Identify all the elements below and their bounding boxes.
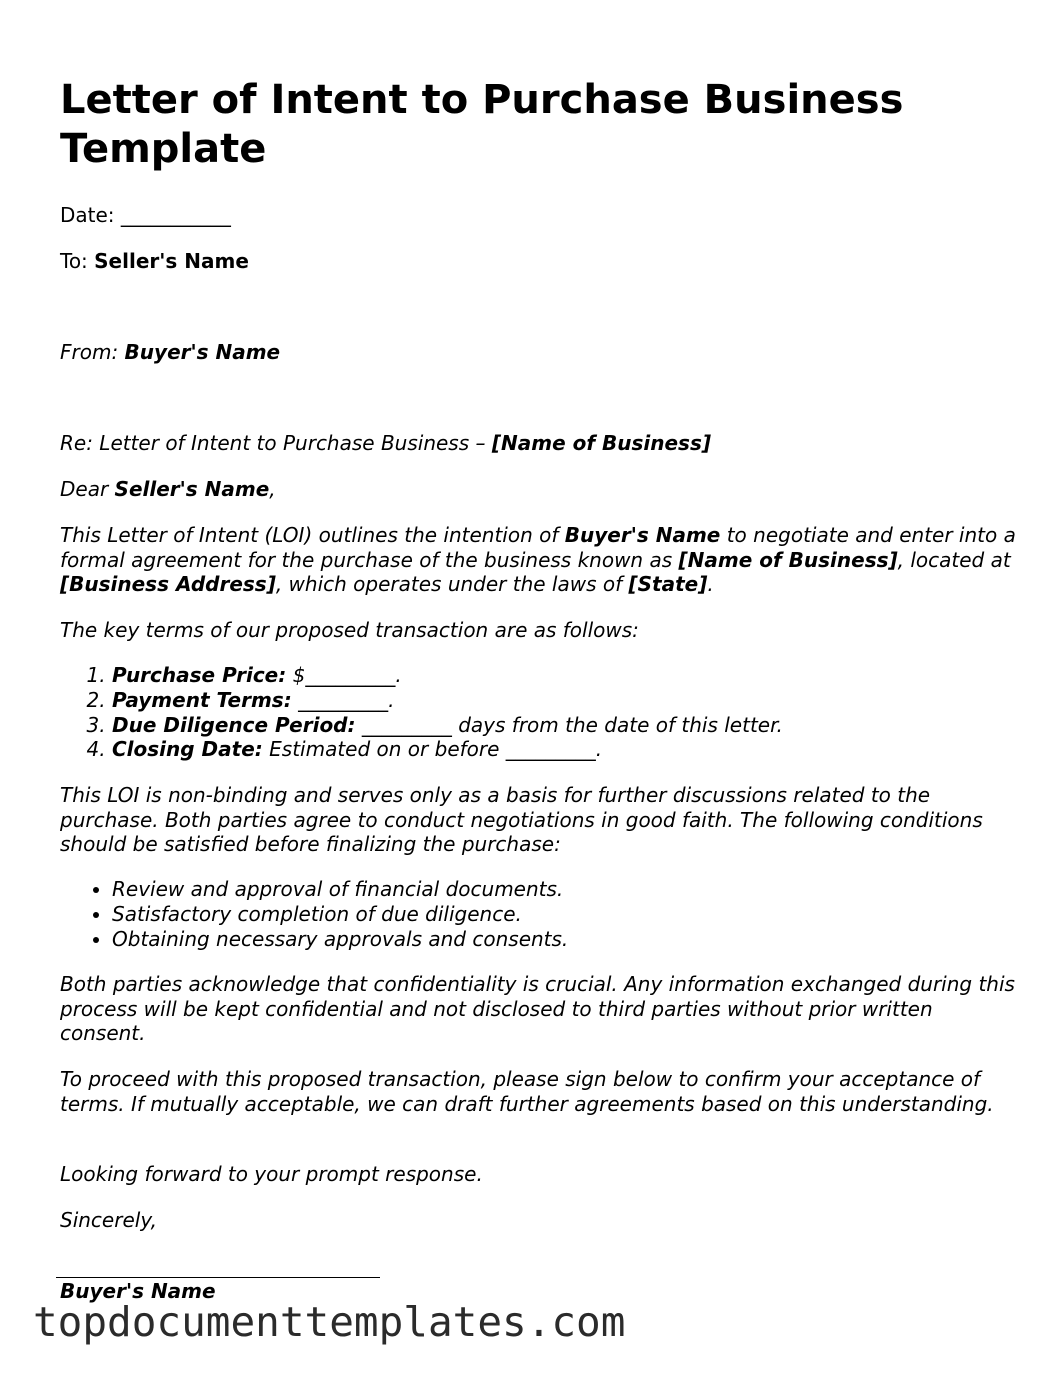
buyer-name: Buyer's Name (124, 340, 281, 364)
salutation-name: Seller's Name (114, 477, 270, 501)
terms-intro: The key terms of our proposed transaction are as follows: (60, 618, 639, 642)
salutation-comma: , (269, 477, 276, 501)
document-title: Letter of Intent to Purchase Business Template (60, 77, 904, 172)
confidentiality-paragraph: Both parties acknowledge that confidentiality is crucial. Any information exchanged during this process will be kept confidential and not disclosed to third parties without prior written consent. (60, 972, 1015, 1045)
term-value: _________ days from the date of this letter. (361, 712, 783, 737)
intro-text-2: to negotiate and enter into a formal agreement for the purchase of the business known as (60, 523, 1016, 572)
proceed-paragraph: To proceed with this proposed transaction, please sign below to confirm your acceptance of terms. If mutually acceptable, we can draft further agreements based on this understanding. (60, 1067, 994, 1116)
term-item (112, 737, 783, 762)
term-label: Closing Date: (112, 737, 263, 762)
intro-text-3: , located at (897, 547, 1011, 572)
salutation (60, 477, 276, 502)
intro-buyer: Buyer's Name (564, 523, 721, 547)
term-label: Due Diligence Period: (112, 712, 356, 737)
nonbinding-paragraph: This LOI is non-binding and serves only as a basis for further discussions related to the purchase. Both parties agree to conduct negotiations in good faith. The following conditions should be satisfied before finalizing the purchase: (60, 783, 983, 856)
sign-off: Sincerely, (60, 1208, 157, 1232)
condition-item: • Satisfactory completion of due diligence. (112, 902, 568, 927)
to-line (60, 249, 249, 274)
term-item (112, 713, 783, 738)
re-business-name: [Name of Business] (491, 431, 711, 455)
intro-business: [Name of Business] (678, 547, 898, 572)
re-line (60, 431, 711, 456)
date-line (60, 203, 231, 228)
seller-name: Seller's Name (94, 249, 249, 273)
term-item (112, 688, 783, 713)
intro-address: [Business Address] (60, 572, 276, 596)
intro-text-1: This Letter of Intent (LOI) outlines the intention of (60, 523, 559, 547)
closing-remark: Looking forward to your prompt response. (60, 1162, 483, 1186)
terms-list (60, 663, 783, 762)
signature-name: Buyer's Name (60, 1279, 216, 1303)
intro-text-5: . (707, 572, 714, 596)
term-value: Estimated on or before _________. (269, 737, 603, 762)
salutation-prefix: Dear (60, 477, 109, 501)
from-label: From: (60, 340, 119, 364)
site-watermark: topdocumenttemplates.com (33, 1298, 626, 1346)
term-label: Purchase Price: (112, 663, 287, 687)
re-label: Re: Letter of Intent to Purchase Business – (60, 431, 486, 455)
signature-line (56, 1277, 380, 1278)
term-value: _________. (298, 687, 395, 712)
from-line (60, 340, 280, 365)
term-label: Payment Terms: (112, 687, 292, 712)
condition-item: • Review and approval of financial documents. (112, 877, 568, 902)
term-item (112, 663, 783, 688)
conditions-list (60, 877, 568, 951)
date-label: Date: (60, 203, 115, 227)
to-label: To: (60, 249, 88, 273)
intro-state: [State] (628, 572, 708, 596)
condition-item: • Obtaining necessary approvals and consents. (112, 927, 568, 952)
intro-text-4: , which operates under the laws of (275, 572, 623, 596)
date-blank: ___________ (120, 203, 231, 227)
term-value: $_________. (292, 663, 402, 687)
intro-paragraph (60, 523, 1020, 597)
